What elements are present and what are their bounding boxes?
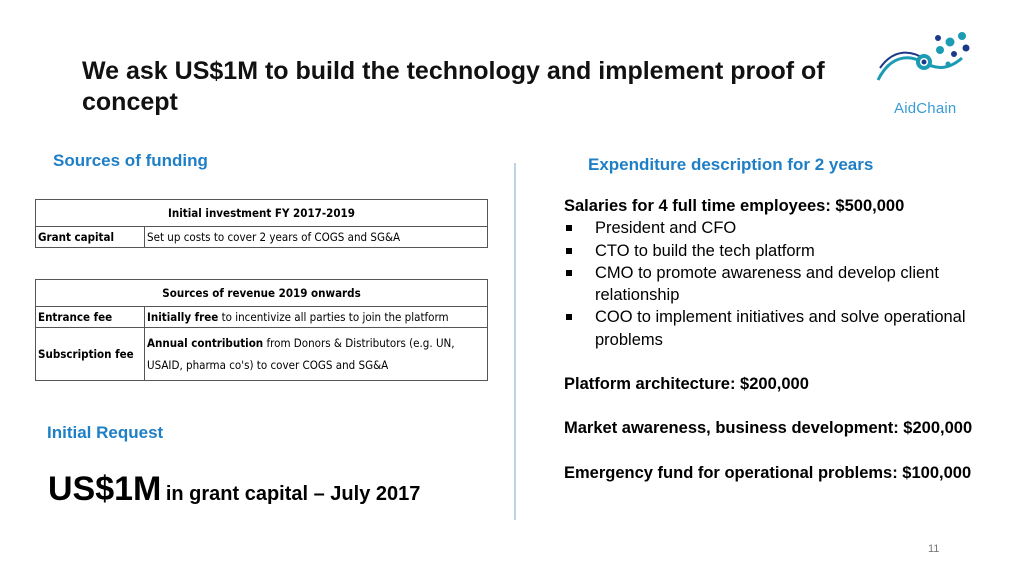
list-item	[564, 240, 1004, 262]
table-header: Initial investment FY 2017-2019	[36, 200, 488, 227]
request-amount: US$1M	[48, 470, 162, 508]
role-text: President and CFO	[595, 219, 737, 238]
row-desc-bold: Annual contribution	[147, 336, 264, 350]
row-label: Subscription fee	[36, 328, 145, 381]
square-bullet-icon	[566, 314, 572, 320]
roles-list	[564, 217, 1004, 351]
vertical-divider	[514, 163, 516, 520]
row-desc	[145, 328, 488, 381]
expenditure-list	[564, 195, 1004, 484]
list-item	[564, 262, 1004, 307]
table-row	[36, 307, 488, 328]
list-item	[564, 217, 1004, 239]
row-desc: Set up costs to cover 2 years of COGS and SG&A	[145, 227, 488, 248]
aidchain-logo	[872, 28, 976, 124]
expenditure-item: Emergency fund for operational problems: $100,000	[564, 463, 972, 482]
row-desc-rest: from Donors & Distributors (e.g. UN, USAID, pharma co's) to cover COGS and SG&A	[147, 336, 455, 372]
role-text: CMO to promote awareness and develop client relationship	[595, 263, 939, 305]
initial-request-heading: Initial Request	[47, 423, 164, 442]
expenditure-heading: Expenditure description for 2 years	[588, 155, 874, 174]
expenditure-item: Platform architecture: $200,000	[564, 375, 809, 394]
row-label: Grant capital	[36, 227, 145, 248]
salaries-line: Salaries for 4 full time employees: $500,000	[564, 197, 905, 215]
table-row	[36, 227, 488, 248]
sources-of-funding-heading: Sources of funding	[53, 151, 208, 170]
initial-investment-table	[35, 199, 488, 248]
revenue-sources-table	[35, 279, 488, 381]
aidchain-logo-icon	[872, 28, 976, 98]
page-number: 11	[928, 543, 940, 555]
role-text: CTO to build the tech platform	[595, 241, 815, 260]
logo-text: AidChain	[894, 100, 957, 117]
square-bullet-icon	[566, 225, 572, 231]
table-header: Sources of revenue 2019 onwards	[36, 280, 488, 307]
list-item	[564, 306, 1004, 351]
row-desc-rest: to incentivize all parties to join the platform	[218, 310, 449, 324]
table-row	[36, 328, 488, 381]
square-bullet-icon	[566, 248, 572, 254]
page-title: We ask US$1M to build the technology and implement proof of concept	[82, 57, 825, 116]
square-bullet-icon	[566, 270, 572, 276]
expenditure-item: Market awareness, business development: $200,000	[564, 419, 973, 438]
row-desc	[145, 307, 488, 328]
request-detail: in grant capital – July 2017	[165, 483, 421, 505]
request-line	[48, 470, 420, 509]
row-label: Entrance fee	[36, 307, 145, 328]
row-desc-bold: Initially free	[147, 310, 219, 324]
role-text: COO to implement initiatives and solve operational problems	[595, 308, 966, 349]
